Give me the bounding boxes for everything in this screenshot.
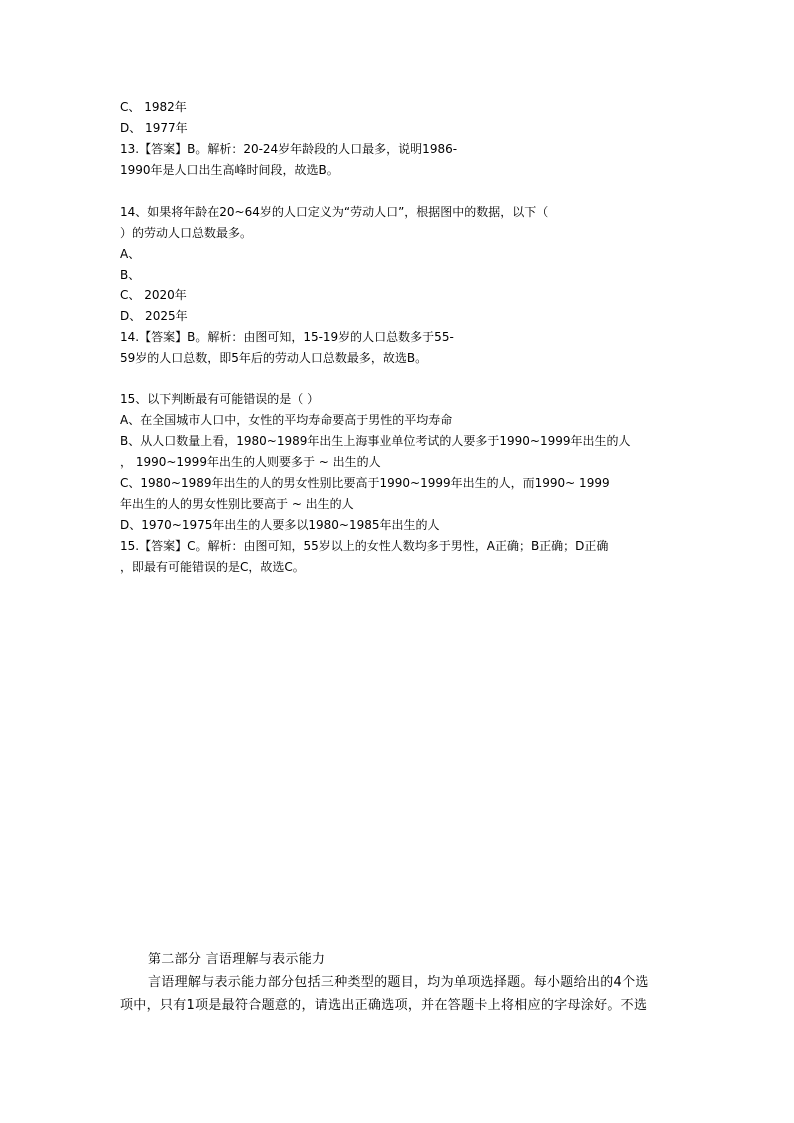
part2-intro-line2: 项中，只有1项是最符合题意的，请选出正确选项，并在答题卡上将相应的字母涂好。不选 (120, 998, 648, 1013)
q15-option-c-line1: C、1980~1989年出生的人的男女性别比要高于1990~1999年出生的人，而1990~ 1999 (120, 476, 610, 490)
q15-stem: 15、以下判断最有可能错误的是（ ） (120, 392, 320, 406)
q14-option-d: D、 2025年 (120, 309, 188, 323)
q12-option-d: D、 1977年 (120, 121, 188, 135)
part2-intro-line1: 言语理解与表示能力部分包括三种类型的题目，均为单项选择题。每小题给出的4个选 (148, 975, 649, 990)
q14-option-a: A、 (120, 247, 141, 261)
q14-option-b: B、 (120, 268, 141, 282)
q14-answer-line1: 14.【答案】B。解析：由图可知，15-19岁的人口总数多于55- (120, 330, 454, 344)
q13-answer-line1: 13.【答案】B。解析：20-24岁年龄段的人口最多，说明1986- (120, 142, 458, 156)
q15-option-d: D、1970~1975年出生的人要多以1980~1985年出生的人 (120, 518, 440, 532)
q15-option-b-line1: B、从人口数量上看，1980~1989年出生上海事业单位考试的人要多于1990~1999年出生的人 (120, 434, 631, 448)
q14-stem-line1: 14、如果将年龄在20~64岁的人口定义为“劳动人口”，根据图中的数据，以下（ (120, 205, 549, 219)
q12-option-c: C、 1982年 (120, 100, 187, 114)
q15-option-a: A、在全国城市人口中，女性的平均寿命要高于男性的平均寿命 (120, 413, 453, 427)
q15-option-c-line2: 年出生的人的男女性别比要高于 ~ 出生的人 (120, 497, 354, 511)
part2-title: 第二部分 言语理解与表示能力 (148, 952, 326, 967)
q14-answer-line2: 59岁的人口总数，即5年后的劳动人口总数最多，故选B。 (120, 351, 428, 365)
q13-answer-line2: 1990年是人口出生高峰时间段，故选B。 (120, 163, 339, 177)
q15-answer-line1: 15.【答案】C。解析：由图可知，55岁以上的女性人数均多于男性，A正确；B正确；D正确 (120, 539, 609, 553)
q14-stem-line2: ）的劳动人口总数最多。 (120, 226, 253, 240)
q15-option-b-line2: ， 1990~1999年出生的人则要多于 ~ 出生的人 (120, 455, 381, 469)
q15-answer-line2: ，即最有可能错误的是C，故选C。 (120, 560, 305, 574)
q14-option-c: C、 2020年 (120, 288, 187, 302)
